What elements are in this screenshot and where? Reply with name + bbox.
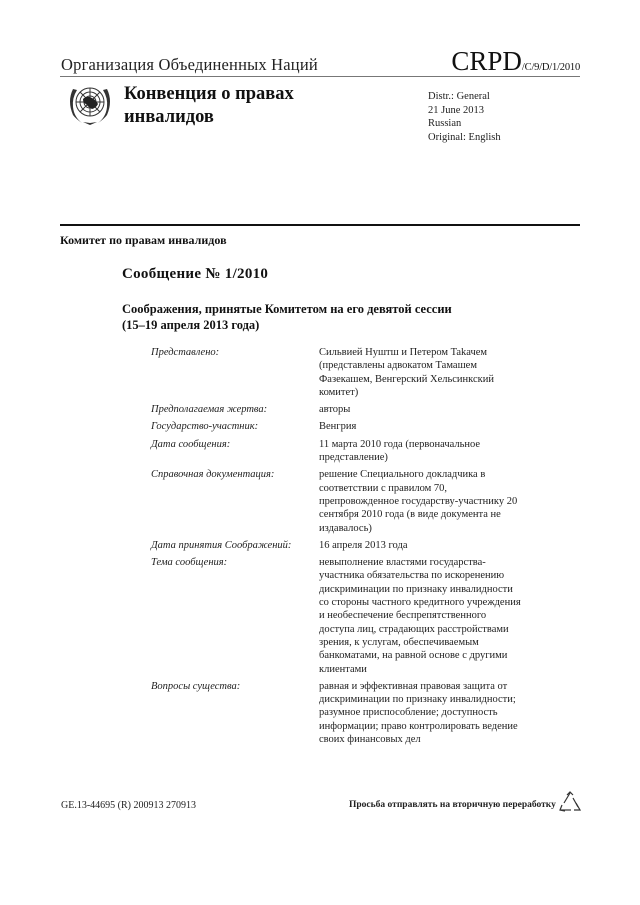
distribution-block <box>428 90 501 144</box>
recycle-icon <box>559 791 581 815</box>
table-row <box>151 403 524 420</box>
committee-name: Комитет по правам инвалидов <box>60 233 227 247</box>
title-line-2: инвалидов <box>124 107 214 127</box>
row-value: решение Специального докладчика в соответствии с правилом 70, препровожденное государству-участнику 20 сентября 2010 года (в виде документа не издавалось) <box>319 469 518 534</box>
title-divider <box>60 224 580 226</box>
organization-name: Организация Объединенных Наций <box>61 55 318 74</box>
case-details-table <box>151 346 524 750</box>
document-title <box>124 83 294 129</box>
row-value: равная и эффективная правовая защита от дискриминации по признаку инвалидности; разумное приспособление; доступность информации; право контролировать ведение своих финансовых дел <box>319 680 518 746</box>
row-label: Государство-участник: <box>151 421 259 433</box>
communication-number: Сообщение № 1/2010 <box>122 266 269 282</box>
row-label: Вопросы существа: <box>151 680 241 692</box>
table-row <box>151 468 524 538</box>
row-label: Представлено: <box>151 347 220 358</box>
row-label: Предполагаемая жертва: <box>151 404 268 416</box>
views-heading <box>122 301 452 333</box>
row-value: 11 марта 2010 года (первоначальное представление) <box>319 438 481 464</box>
symbol-main: CRPD <box>451 46 522 76</box>
row-label: Справочная документация: <box>151 469 275 481</box>
row-value: невыполнение властями государства-участника обязательства по искоренению дискриминации по признаку инвалидности со стороны частного кредитного учреждения и необеспечение беспрепятственного доступа лиц, страдающих расстройствами зрения, к услугам, обеспечиваемым банкоматами, на равной основе с другими клиентами <box>319 557 521 675</box>
table-row <box>151 420 524 437</box>
header-divider <box>60 76 580 77</box>
views-line-1: Соображения, принятые Комитетом на его девятой сессии <box>122 302 452 316</box>
distr-original: Original: English <box>428 131 501 143</box>
symbol-suffix: /C/9/D/1/2010 <box>521 62 580 73</box>
row-label: Тема сообщения: <box>151 557 228 569</box>
title-line-1: Конвенция о правах <box>124 84 294 104</box>
table-row <box>151 346 524 403</box>
table-row <box>151 556 524 680</box>
row-value: Сильвией Нуштш и Петером Takачем (представлены адвокатом Тамашем Фазекашем, Венгерский Хельсинкский комитет) <box>319 347 495 398</box>
recycle-notice: Просьба отправлять на вторичную переработку <box>349 800 556 810</box>
row-value: авторы <box>319 404 351 416</box>
table-row <box>151 539 524 556</box>
row-label: Дата сообщения: <box>151 438 231 450</box>
document-symbol <box>451 46 580 77</box>
row-value: 16 апреля 2013 года <box>319 539 408 551</box>
views-line-2: (15–19 апреля 2013 года) <box>122 318 260 332</box>
distr-date: 21 June 2013 <box>428 104 484 116</box>
distr-language: Russian <box>428 118 462 129</box>
row-value: Венгрия <box>319 421 357 433</box>
table-row <box>151 680 524 750</box>
row-label: Дата принятия Соображений: <box>151 539 292 551</box>
un-emblem-icon <box>63 81 117 127</box>
table-row <box>151 438 524 469</box>
footer-document-id: GE.13-44695 (R) 200913 270913 <box>61 800 196 811</box>
distr-general: Distr.: General <box>428 91 490 102</box>
